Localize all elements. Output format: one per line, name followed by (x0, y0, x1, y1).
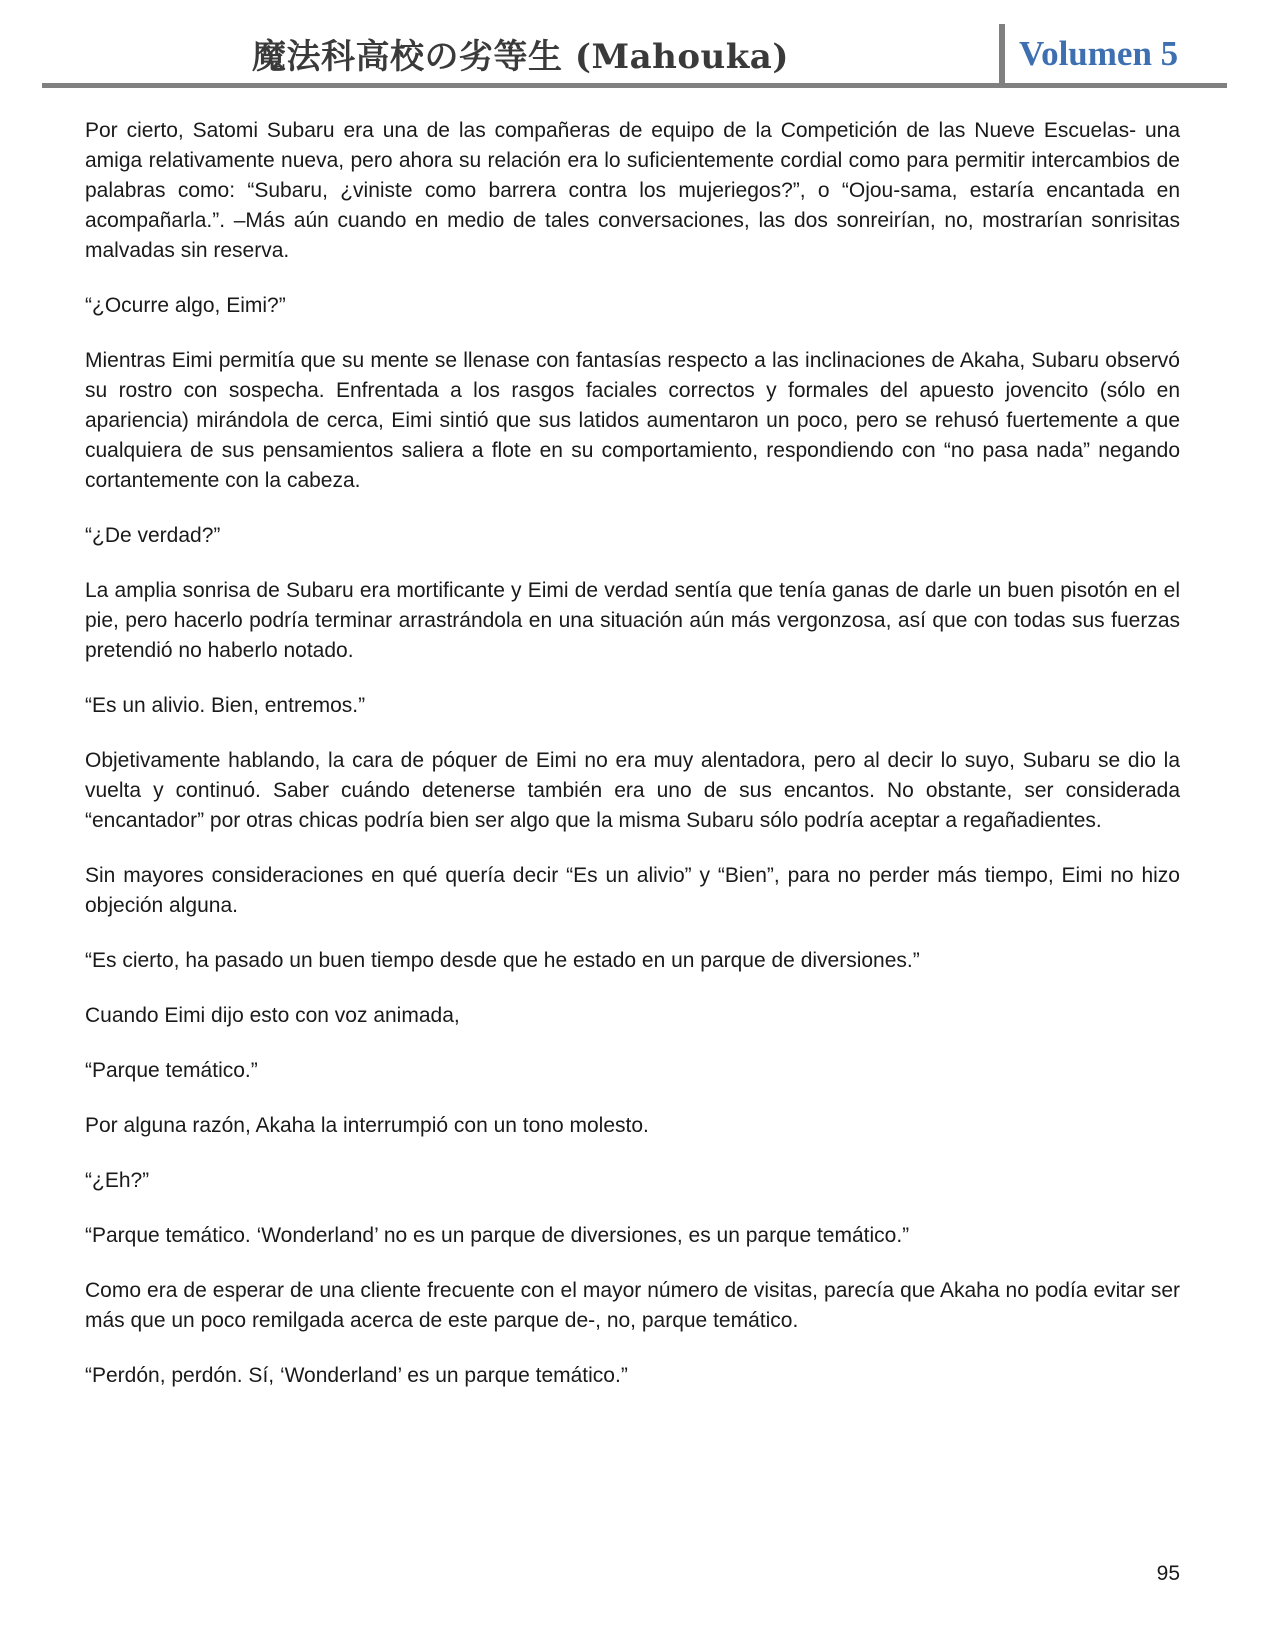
document-title: 魔法科高校の劣等生 (Mahouka) (252, 37, 789, 77)
page-number: 95 (1156, 1562, 1180, 1585)
body-paragraph: La amplia sonrisa de Subaru era mortificante y Eimi de verdad sentía que tenía ganas de darle un buen pisotón en el pie, pero hacerlo podría terminar arrastrándola en una situación aún más vergonzosa, así que con todas sus fuerzas pretendió no haberlo notado. (85, 579, 1180, 662)
body-paragraph: Como era de esperar de una cliente frecuente con el mayor número de visitas, parecía que Akaha no podía evitar ser más que un poco remilgada acerca de este parque de-, no, parque temático. (85, 1279, 1180, 1332)
body-paragraph: “¿Eh?” (85, 1169, 150, 1192)
body-paragraph: “¿De verdad?” (85, 524, 221, 547)
header-volume-cell (1005, 24, 1227, 83)
body-paragraph: “Perdón, perdón. Sí, ‘Wonderland’ es un parque temático.” (85, 1364, 628, 1387)
body-paragraph: “Parque temático.” (85, 1059, 258, 1082)
page-header (42, 24, 1227, 88)
body-paragraph: Objetivamente hablando, la cara de póquer de Eimi no era muy alentadora, pero al decir lo suyo, Subaru se dio la vuelta y continuó. Saber cuándo detenerse también era uno de sus encantos. No obstante, ser considerada “encantador” por otras chicas podría bien ser algo que la misma Subaru sólo podría aceptar a regañadientes. (85, 749, 1180, 832)
header-title-cell (42, 24, 999, 83)
body-paragraph: Mientras Eimi permitía que su mente se llenase con fantasías respecto a las inclinaciones de Akaha, Subaru observó su rostro con sospecha. Enfrentada a los rasgos faciales correctos y formales del apuesto jovencito (sólo en apariencia) mirándola de cerca, Eimi sintió que sus latidos aumentaron un poco, pero se rehusó fuertemente a que cualquiera de sus pensamientos saliera a flote en su comportamiento, respondiendo con “no pasa nada” negando cortantemente con la cabeza. (85, 349, 1180, 492)
body-paragraph: “Parque temático. ‘Wonderland’ no es un parque de diversiones, es un parque temático.” (85, 1224, 910, 1247)
body-paragraph: “¿Ocurre algo, Eimi?” (85, 294, 286, 317)
body-paragraph: “Es un alivio. Bien, entremos.” (85, 694, 366, 717)
body-text-block (85, 116, 1180, 1391)
body-paragraph: Por cierto, Satomi Subaru era una de las compañeras de equipo de la Competición de las Nueve Escuelas- una amiga relativamente nueva, pero ahora su relación era lo suficientemente cordial como para permitir intercambios de palabras como: “Subaru, ¿viniste como barrera contra los mujeriegos?”, o “Ojou-sama, estaría encantada en acompañarla.”. –Más aún cuando en medio de tales conversaciones, las dos sonreirían, no, mostrarían sonrisitas malvadas sin reserva. (85, 119, 1180, 262)
body-paragraph: “Es cierto, ha pasado un buen tiempo desde que he estado en un parque de diversiones.” (85, 949, 920, 972)
body-paragraph: Sin mayores consideraciones en qué quería decir “Es un alivio” y “Bien”, para no perder más tiempo, Eimi no hizo objeción alguna. (85, 864, 1180, 917)
body-paragraph: Por alguna razón, Akaha la interrumpió con un tono molesto. (85, 1114, 649, 1137)
body-paragraph: Cuando Eimi dijo esto con voz animada, (85, 1004, 460, 1027)
volume-label: Volumen 5 (1019, 33, 1179, 73)
